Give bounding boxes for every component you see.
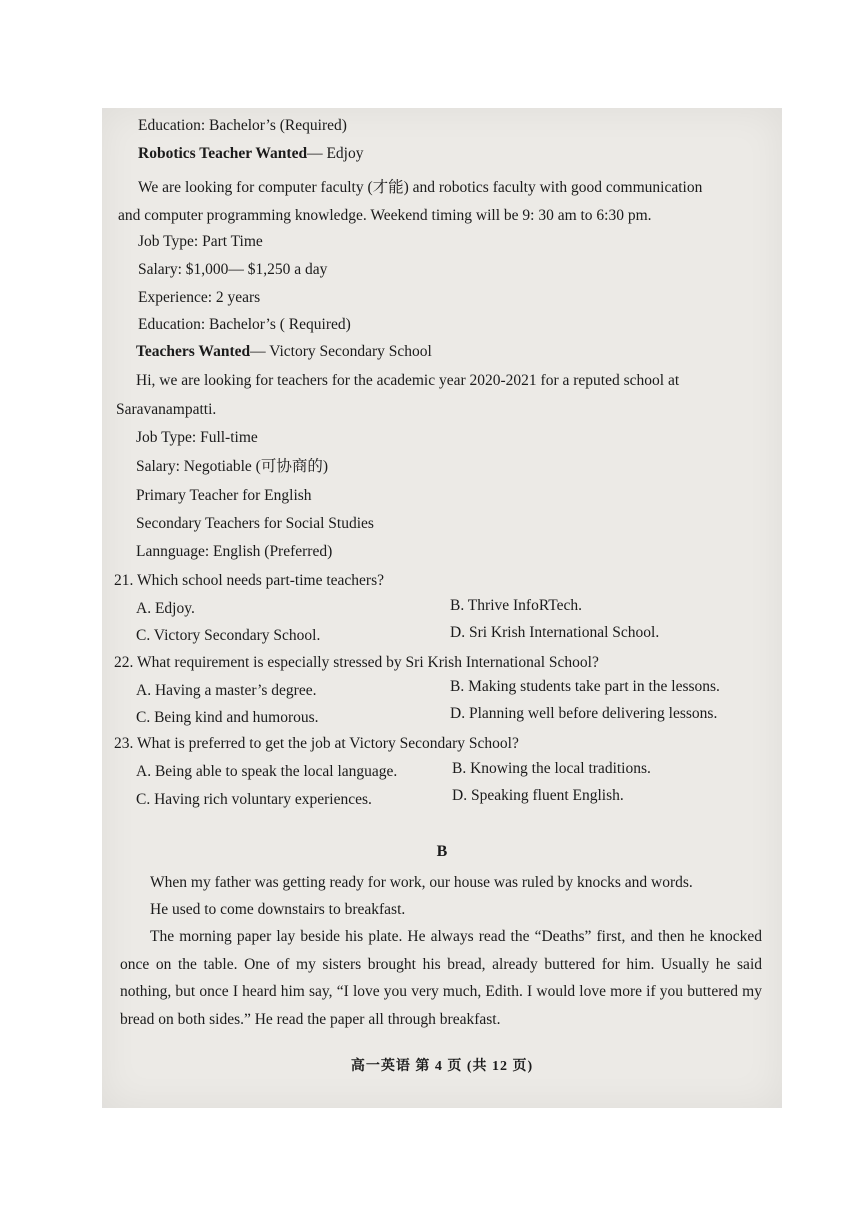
robotics-ad-employer: — Edjoy	[307, 145, 364, 162]
question-23-option-a: A. Being able to speak the local language.	[136, 763, 398, 780]
victory-ad-title: Teachers Wanted	[136, 343, 251, 360]
question-21-option-a: A. Edjoy.	[136, 600, 195, 617]
passage-b-paragraph-1b: He used to come downstairs to breakfast.	[150, 901, 406, 918]
section-b-label: B	[436, 843, 448, 860]
exam-page	[102, 108, 782, 1108]
question-22-option-b: B. Making students take part in the lessons.	[450, 678, 720, 695]
question-23-option-b: B. Knowing the local traditions.	[452, 760, 651, 777]
robotics-ad-desc-2: and computer programming knowledge. Weekend timing will be 9: 30 am to 6:30 pm.	[118, 207, 652, 224]
question-21-option-d: D. Sri Krish International School.	[450, 624, 660, 641]
question-22-stem: 22. What requirement is especially stressed by Sri Krish International School?	[114, 654, 599, 671]
robotics-ad-experience: Experience: 2 years	[138, 289, 261, 306]
victory-ad-position-1: Primary Teacher for English	[136, 487, 312, 504]
victory-ad-desc-2: Saravanampatti.	[116, 401, 217, 418]
passage-b-paragraph-1a: When my father was getting ready for work, our house was ruled by knocks and words.	[150, 874, 693, 891]
victory-ad-employer: — Victory Secondary School	[250, 343, 432, 360]
question-22-option-a: A. Having a master’s degree.	[136, 682, 317, 699]
victory-ad-heading	[136, 342, 432, 362]
question-21-option-c: C. Victory Secondary School.	[136, 627, 321, 644]
victory-ad-salary: Salary: Negotiable (可协商的)	[136, 458, 328, 475]
question-23-option-d: D. Speaking fluent English.	[452, 787, 624, 804]
robotics-ad-heading	[138, 144, 364, 164]
victory-ad-language: Lannguage: English (Preferred)	[136, 543, 333, 560]
question-21-stem: 21. Which school needs part-time teachers?	[114, 572, 385, 589]
question-22-option-c: C. Being kind and humorous.	[136, 709, 319, 726]
victory-ad-position-2: Secondary Teachers for Social Studies	[136, 515, 374, 532]
victory-ad-desc-1: Hi, we are looking for teachers for the academic year 2020-2021 for a reputed school at	[136, 372, 680, 389]
prev-ad-education: Education: Bachelor’s (Required)	[138, 117, 347, 134]
robotics-ad-job-type: Job Type: Part Time	[138, 233, 263, 250]
question-23-option-c: C. Having rich voluntary experiences.	[136, 791, 372, 808]
robotics-ad-education: Education: Bachelor’s ( Required)	[138, 316, 351, 333]
question-21-option-b: B. Thrive InfoRTech.	[450, 597, 582, 614]
question-23-stem: 23. What is preferred to get the job at Victory Secondary School?	[114, 735, 519, 752]
robotics-ad-salary: Salary: $1,000— $1,250 a day	[138, 261, 328, 278]
robotics-ad-desc-1: We are looking for computer faculty (才能) and robotics faculty with good communication	[138, 179, 703, 196]
victory-ad-job-type: Job Type: Full-time	[136, 429, 258, 446]
passage-b-paragraph-2: The morning paper lay beside his plate. He always read the “Deaths” first, and then he knocked once on the table. One of my sisters brought his bread, already buttered for him. Usually he said nothing, but once I heard him say, “I love you very much, Edith. I would love more if you buttered my bread on both sides.” He read the paper all through breakfast.	[120, 928, 762, 1028]
robotics-ad-title: Robotics Teacher Wanted	[138, 145, 308, 162]
question-22-option-d: D. Planning well before delivering lessons.	[450, 705, 718, 722]
page-footer: 高一英语 第 4 页 (共 12 页)	[350, 1059, 534, 1074]
